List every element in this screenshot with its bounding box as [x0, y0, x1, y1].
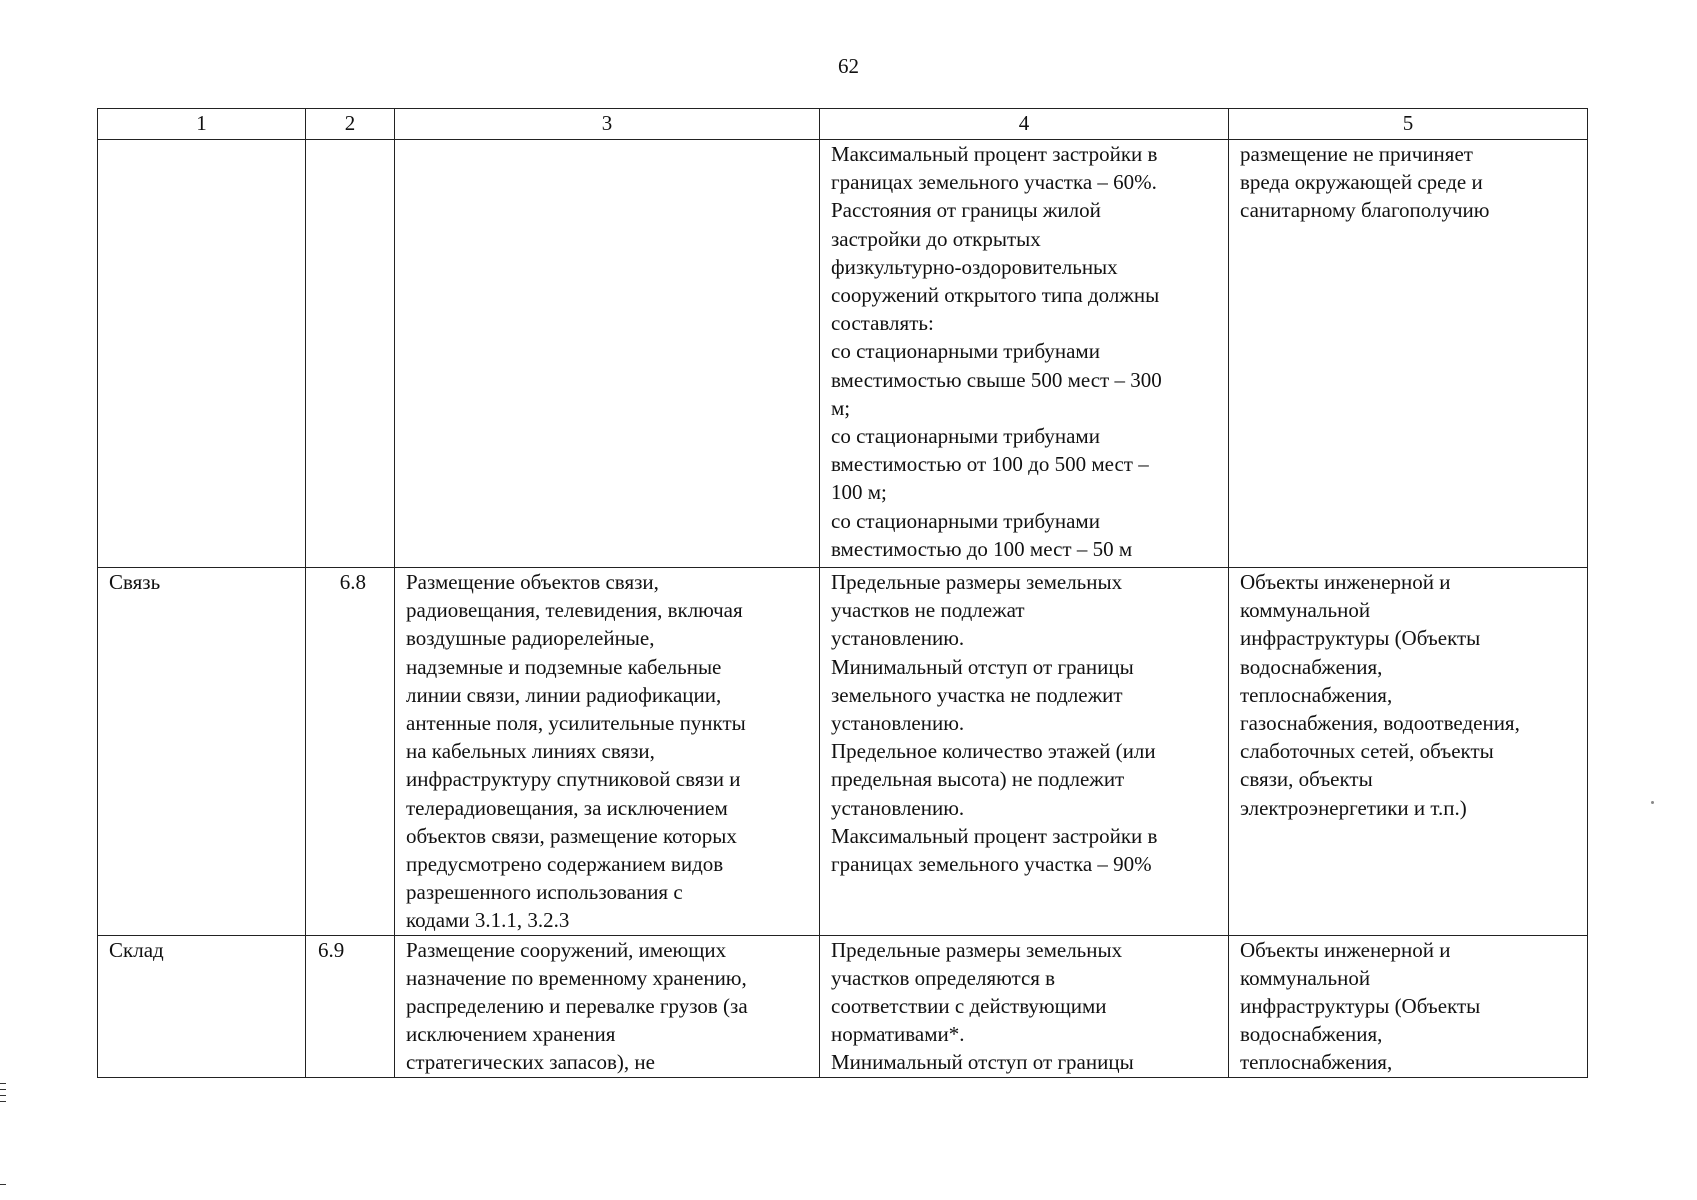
- cell-text-line: участков определяются в: [831, 965, 1056, 990]
- cell-text-line: связи, объекты: [1240, 767, 1373, 792]
- cell-text-line: санитарному благополучию: [1240, 198, 1490, 223]
- cell-text-line: Максимальный процент застройки в: [831, 823, 1158, 848]
- cell-text-line: участков не подлежат: [831, 598, 1025, 623]
- column-header-2: 2: [306, 109, 395, 140]
- cell-text-line: теплоснабжения,: [1240, 1050, 1393, 1075]
- cell-text-line: Предельные размеры земельных: [831, 937, 1123, 962]
- table-row: [98, 935, 1588, 1077]
- scan-speck: [1651, 801, 1654, 804]
- cell-text-line: вместимостью до 100 мест – 50 м: [831, 536, 1133, 561]
- use-description-cell: [395, 568, 820, 936]
- cell-text-line: физкультурно-оздоровительных: [831, 254, 1118, 279]
- cell-text-line: кодами 3.1.1, 3.2.3: [406, 908, 570, 933]
- use-code-cell: 6.8: [306, 568, 395, 936]
- conditions-cell: [1229, 568, 1588, 936]
- cell-text-line: Размещение объектов связи,: [406, 570, 659, 594]
- margin-mark: [0, 1101, 6, 1102]
- cell-text-line: водоснабжения,: [1240, 1022, 1383, 1047]
- cell-text-line: коммунальной: [1240, 965, 1371, 990]
- cell-text-line: сооружений открытого типа должны: [831, 283, 1160, 308]
- cell-text-line: земельного участка не подлежит: [831, 682, 1123, 707]
- cell-text-line: м;: [831, 395, 851, 420]
- cell-text-line: Расстояния от границы жилой: [831, 198, 1101, 223]
- cell-text-line: Минимальный отступ от границы: [831, 1050, 1134, 1075]
- page-number: 62: [838, 54, 859, 78]
- cell-text-line: теплоснабжения,: [1240, 682, 1393, 707]
- cell-text-line: объектов связи, размещение которых: [406, 823, 737, 848]
- cell-text-line: предельная высота) не подлежит: [831, 767, 1125, 792]
- cell-text-line: предусмотрено содержанием видов: [406, 852, 724, 877]
- cell-text-line: антенные поля, усилительные пункты: [406, 711, 746, 736]
- cell-text-line: исключением хранения: [406, 1022, 616, 1047]
- use-code-cell: [306, 140, 395, 568]
- cell-text-line: границах земельного участка – 90%: [831, 852, 1152, 877]
- use-name-cell: Связь: [98, 568, 306, 936]
- margin-mark: [0, 1095, 6, 1096]
- cell-text-line: Предельные размеры земельных: [831, 570, 1123, 594]
- table-row: [98, 568, 1588, 936]
- cell-text-line: Максимальный процент застройки в: [831, 142, 1158, 166]
- cell-text-line: вместимостью свыше 500 мест – 300: [831, 367, 1162, 392]
- table-row: [98, 140, 1588, 568]
- cell-text-line: установлению.: [831, 795, 965, 820]
- parameters-cell: [820, 140, 1229, 568]
- cell-text-line: границах земельного участка – 60%.: [831, 170, 1157, 195]
- use-name-cell: [98, 140, 306, 568]
- use-code-cell: 6.9: [306, 935, 395, 1077]
- cell-text-line: на кабельных линиях связи,: [406, 739, 655, 764]
- cell-text-line: вреда окружающей среде и: [1240, 170, 1483, 195]
- use-description-cell: [395, 935, 820, 1077]
- column-header-4: 4: [820, 109, 1229, 140]
- use-description-cell: [395, 140, 820, 568]
- cell-text-line: со стационарными трибунами: [831, 339, 1100, 364]
- parameters-cell: [820, 935, 1229, 1077]
- cell-text-line: линии связи, линии радиофикации,: [406, 682, 722, 707]
- cell-text-line: инфраструктуры (Объекты: [1240, 626, 1481, 651]
- use-name-cell: Склад: [98, 935, 306, 1077]
- cell-text-line: Минимальный отступ от границы: [831, 654, 1134, 679]
- cell-text-line: инфраструктуру спутниковой связи и: [406, 767, 741, 792]
- cell-text-line: стратегических запасов), не: [406, 1050, 655, 1075]
- conditions-cell: [1229, 935, 1588, 1077]
- cell-text-line: воздушные радиорелейные,: [406, 626, 655, 651]
- cell-text-line: со стационарными трибунами: [831, 424, 1100, 449]
- regulations-table: [97, 108, 1588, 1078]
- cell-text-line: 100 м;: [831, 480, 887, 505]
- cell-text-line: радиовещания, телевидения, включая: [406, 598, 743, 623]
- column-header-3: 3: [395, 109, 820, 140]
- parameters-cell: [820, 568, 1229, 936]
- cell-text-line: установлению.: [831, 626, 965, 651]
- cell-text-line: назначение по временному хранению,: [406, 965, 747, 990]
- cell-text-line: застройки до открытых: [831, 226, 1041, 251]
- header-row: [98, 109, 1588, 140]
- cell-text-line: составлять:: [831, 311, 934, 336]
- cell-text-line: разрешенного использования с: [406, 880, 683, 905]
- cell-text-line: Объекты инженерной и: [1240, 570, 1451, 594]
- cell-text-line: со стационарными трибунами: [831, 508, 1100, 533]
- cell-text-line: соответствии с действующими: [831, 994, 1107, 1019]
- column-header-5: 5: [1229, 109, 1588, 140]
- conditions-cell: [1229, 140, 1588, 568]
- cell-text-line: распределению и перевалке грузов (за: [406, 994, 748, 1019]
- cell-text-line: электроэнергетики и т.п.): [1240, 795, 1467, 820]
- cell-text-line: слаботочных сетей, объекты: [1240, 739, 1494, 764]
- cell-text-line: Предельное количество этажей (или: [831, 739, 1156, 764]
- cell-text-line: инфраструктуры (Объекты: [1240, 994, 1481, 1019]
- cell-text-line: надземные и подземные кабельные: [406, 654, 722, 679]
- cell-text-line: нормативами*.: [831, 1022, 965, 1047]
- cell-text-line: водоснабжения,: [1240, 654, 1383, 679]
- cell-text-line: газоснабжения, водоотведения,: [1240, 711, 1520, 736]
- margin-mark: [0, 1184, 6, 1185]
- margin-mark: [0, 1083, 6, 1084]
- cell-text-line: коммунальной: [1240, 598, 1371, 623]
- cell-text-line: Размещение сооружений, имеющих: [406, 937, 727, 962]
- cell-text-line: вместимостью от 100 до 500 мест –: [831, 452, 1149, 477]
- margin-mark: [0, 1089, 6, 1090]
- cell-text-line: Объекты инженерной и: [1240, 937, 1451, 962]
- cell-text-line: размещение не причиняет: [1240, 142, 1473, 166]
- cell-text-line: телерадиовещания, за исключением: [406, 795, 728, 820]
- column-header-1: 1: [98, 109, 306, 140]
- cell-text-line: установлению.: [831, 711, 965, 736]
